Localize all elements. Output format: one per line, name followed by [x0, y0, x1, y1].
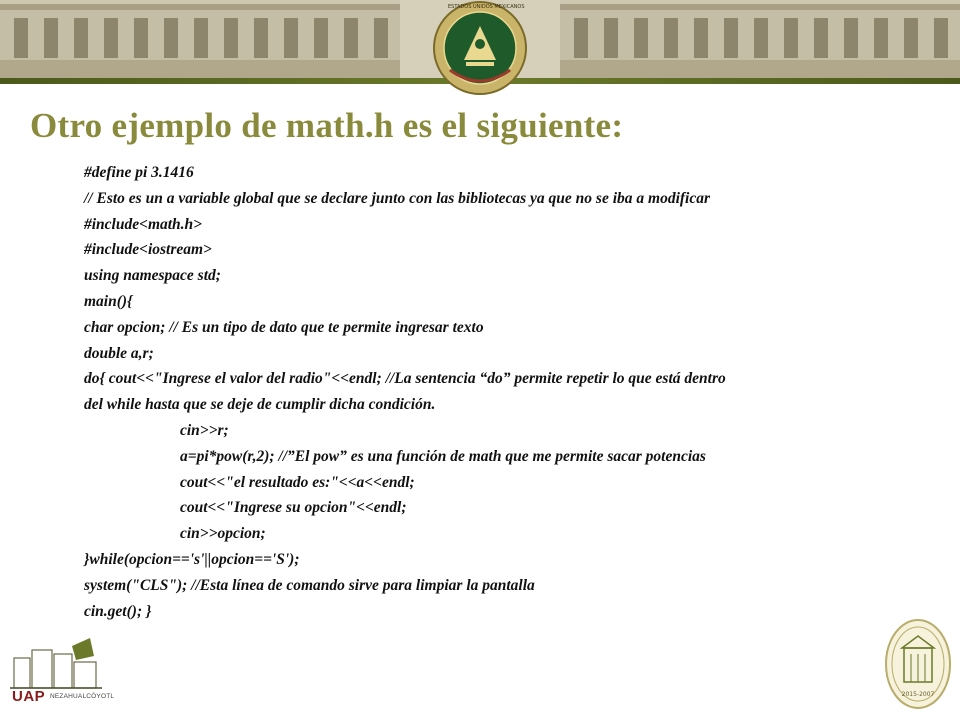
code-line: }while(opcion=='s'||opcion=='S'); [84, 550, 300, 568]
code-line: system("CLS"); //Esta línea de comando sirve para limpiar la pantalla [84, 576, 535, 594]
code-line: cin>>r; [180, 421, 229, 439]
uap-building-logo-icon [10, 638, 102, 690]
slide-title: Otro ejemplo de math.h es el siguiente: [30, 106, 624, 145]
code-line: del while hasta que se deje de cumplir dicha condición. [84, 396, 436, 414]
anniversary-seal-icon [884, 618, 952, 710]
code-line: // Esto es un a variable global que se declare junto con las bibliotecas ya que no se iba a modificar [84, 189, 711, 207]
code-line: #include<iostream> [84, 241, 212, 259]
national-seal-icon [432, 0, 528, 96]
uap-logo-text: UAP [12, 688, 46, 705]
code-line: cin>>opcion; [180, 525, 266, 543]
code-line: do{ cout<<"Ingrese el valor del radio"<<endl; //La sentencia “do” permite repetir lo que está dentro [84, 370, 726, 388]
code-line: #include<math.h> [84, 215, 203, 233]
code-line: cout<<"Ingrese su opcion"<<endl; [180, 499, 407, 517]
code-line: main(){ [84, 292, 133, 310]
code-line: #define pi 3.1416 [84, 164, 194, 181]
code-line: cin.get(); } [84, 602, 152, 620]
seal-text: ESTADOS UNIDOS MEXICANOS [448, 4, 525, 10]
code-line: using namespace std; [84, 267, 221, 285]
code-block [84, 160, 944, 624]
uap-logo-subtext: NEZAHUALCÓYOTL [50, 693, 115, 700]
code-line: cout<<"el resultado es:"<<a<<endl; [180, 473, 415, 491]
code-line: a=pi*pow(r,2); //”El pow” es una función de math que me permite sacar potencias [180, 447, 706, 465]
anniversary-years: 2015-2007 [901, 691, 935, 698]
uap-logo [10, 638, 115, 710]
code-line: double a,r; [84, 344, 154, 362]
code-line: char opcion; // Es un tipo de dato que te permite ingresar texto [84, 318, 484, 336]
